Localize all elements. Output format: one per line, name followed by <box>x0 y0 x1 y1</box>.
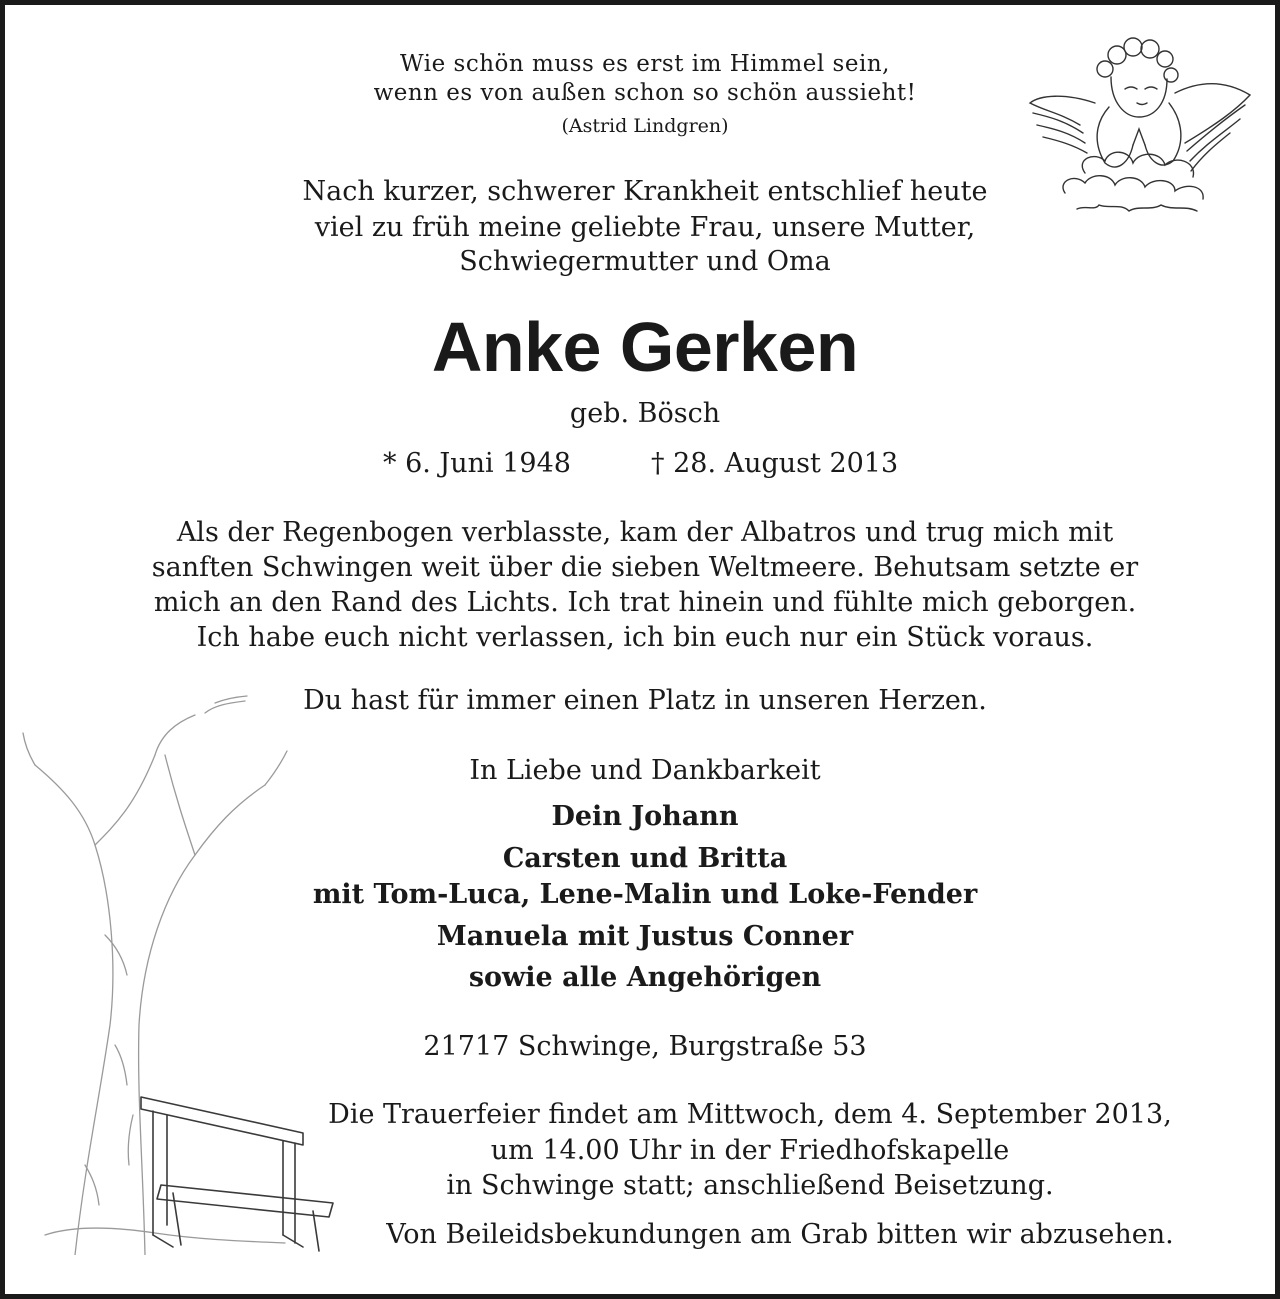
intro-line-3: Schwiegermutter und Oma <box>459 246 831 277</box>
poem-line-2: sanften Schwingen weit über die sieben Weltmeere. Behutsam setzte er <box>151 552 1139 583</box>
mourner-4: Manuela mit Justus Conner <box>436 921 854 952</box>
address: 21717 Schwinge, Burgstraße 53 <box>423 1031 867 1062</box>
closing-line: In Liebe und Dankbarkeit <box>469 755 821 786</box>
poem-line-1: Als der Regenbogen verblasste, kam der Albatros und trug mich mit <box>176 517 1114 548</box>
deceased-name: Anke Gerken <box>431 308 859 386</box>
mourner-1: Dein Johann <box>551 801 739 832</box>
mourner-3: mit Tom-Luca, Lene-Malin und Loke-Fender <box>312 879 978 910</box>
quote-source: (Astrid Lindgren) <box>561 115 729 137</box>
quote-line-1: Wie schön muss es erst im Himmel sein, <box>400 51 890 77</box>
poem-line-4: Ich habe euch nicht verlassen, ich bin euch nur ein Stück voraus. <box>196 622 1094 653</box>
service-line-3: in Schwinge statt; anschließend Beisetzung. <box>446 1170 1054 1201</box>
service-line-2: um 14.00 Uhr in der Friedhofskapelle <box>490 1135 1010 1166</box>
service-line-1: Die Trauerfeier findet am Mittwoch, dem 4. September 2013, <box>328 1099 1172 1130</box>
death-date: † 28. August 2013 <box>651 448 899 479</box>
intro-line-2: viel zu früh meine geliebte Frau, unsere Mutter, <box>314 212 976 243</box>
mourner-2: Carsten und Britta <box>502 843 788 874</box>
quote-line-2: wenn es von außen schon so schön aussieht! <box>373 80 917 106</box>
poem-line-3: mich an den Rand des Lichts. Ich trat hinein und fühlte mich geborgen. <box>153 587 1137 618</box>
heart-line: Du hast für immer einen Platz in unseren Herzen. <box>303 685 987 716</box>
maiden-name: geb. Bösch <box>569 398 721 429</box>
mourner-5: sowie alle Angehörigen <box>468 962 822 993</box>
birth-date: * 6. Juni 1948 <box>383 448 571 479</box>
condolence-request: Von Beileidsbekundungen am Grab bitten wir abzusehen. <box>386 1219 1174 1250</box>
intro-line-1: Nach kurzer, schwerer Krankheit entschlief heute <box>302 176 988 207</box>
